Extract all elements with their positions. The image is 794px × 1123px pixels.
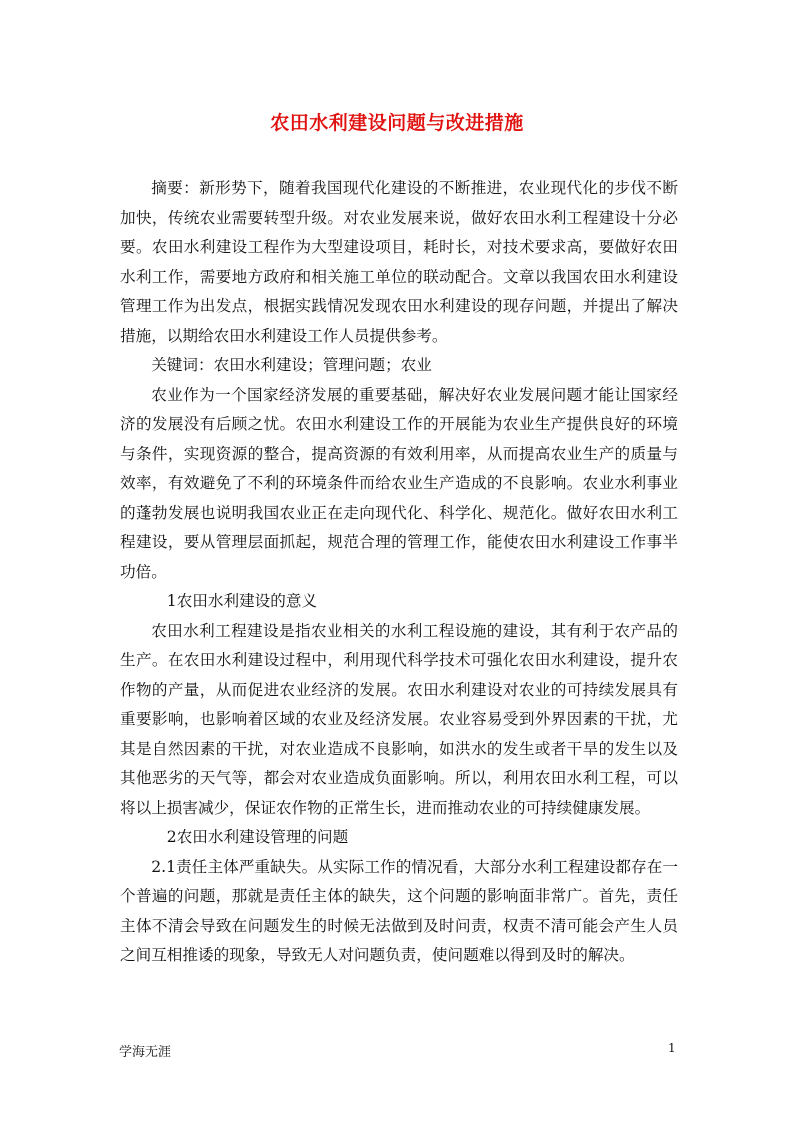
keywords-line: 关键词：农田水利建设；管理问题；农业 — [151, 356, 432, 374]
section-1-paragraph: 农田水利工程建设是指农业相关的水利工程设施的建设，其有利于农产品的生产。在农田水利建设过程中，利用现代科学技术可强化农田水利建设，提升农作物的产量，从而促进农业经济的发展。农田水利建设对农业的可持续发展具有重要影响，也影响着区域的农业及经济发展。农业容易受到外界因素的干扰，尤其是自然因素的干扰，对农业造成不良影响，如洪水的发生或者干旱的发生以及其他恶劣的天气等，都会对农业造成负面影响。所以，利用农田水利工程，可以将以上损害减少，保证农作物的正常生长，进而推动农业的可持续健康发展。 — [120, 621, 678, 817]
section-heading-2: 2农田水利建设管理的问题 — [166, 828, 349, 846]
footer-motto: 学海无涯 — [119, 1045, 172, 1060]
section-2-1-paragraph: 2.1责任主体严重缺失。从实际工作的情况看，大部分水利工程建设都存在一个普遍的问题，那就是责任主体的缺失，这个问题的影响面非常广。首先，责任主体不清会导致在问题发生的时候无法做到及时问责，权责不清可能会产生人员之间互相推诿的现象，导致无人对问题负责，使问题难以得到及时的解决。 — [120, 857, 678, 964]
abstract-paragraph: 摘要：新形势下，随着我国现代化建设的不断推进，农业现代化的步伐不断加快，传统农业需要转型升级。对农业发展来说，做好农田水利工程建设十分必要。农田水利建设工程作为大型建设项目，耗时长，对技术要求高，要做好农田水利工作，需要地方政府和相关施工单位的联动配合。文章以我国农田水利建设管理工作为出发点，根据实践情况发现农田水利建设的现存问题，并提出了解决措施，以期给农田水利建设工作人员提供参考。 — [120, 179, 678, 345]
page-number: 1 — [668, 1041, 676, 1055]
intro-paragraph: 农业作为一个国家经济发展的重要基础，解决好农业发展问题才能让国家经济的发展没有后顾之忧。农田水利建设工作的开展能为农业生产提供良好的环境与条件，实现资源的整合，提高资源的有效利用率，从而提高农业生产的质量与效率，有效避免了不利的环境条件而给农业生产造成的不良影响。农业水利事业的蓬勃发展也说明我国农业正在走向现代化、科学化、规范化。做好农田水利工程建设，要从管理层面抓起，规范合理的管理工作，能使农田水利建设工作事半功倍。 — [120, 385, 678, 581]
document-body — [120, 174, 678, 971]
document-title: 农田水利建设问题与改进措施 — [270, 112, 524, 134]
section-heading-1: 1农田水利建设的意义 — [166, 592, 318, 610]
